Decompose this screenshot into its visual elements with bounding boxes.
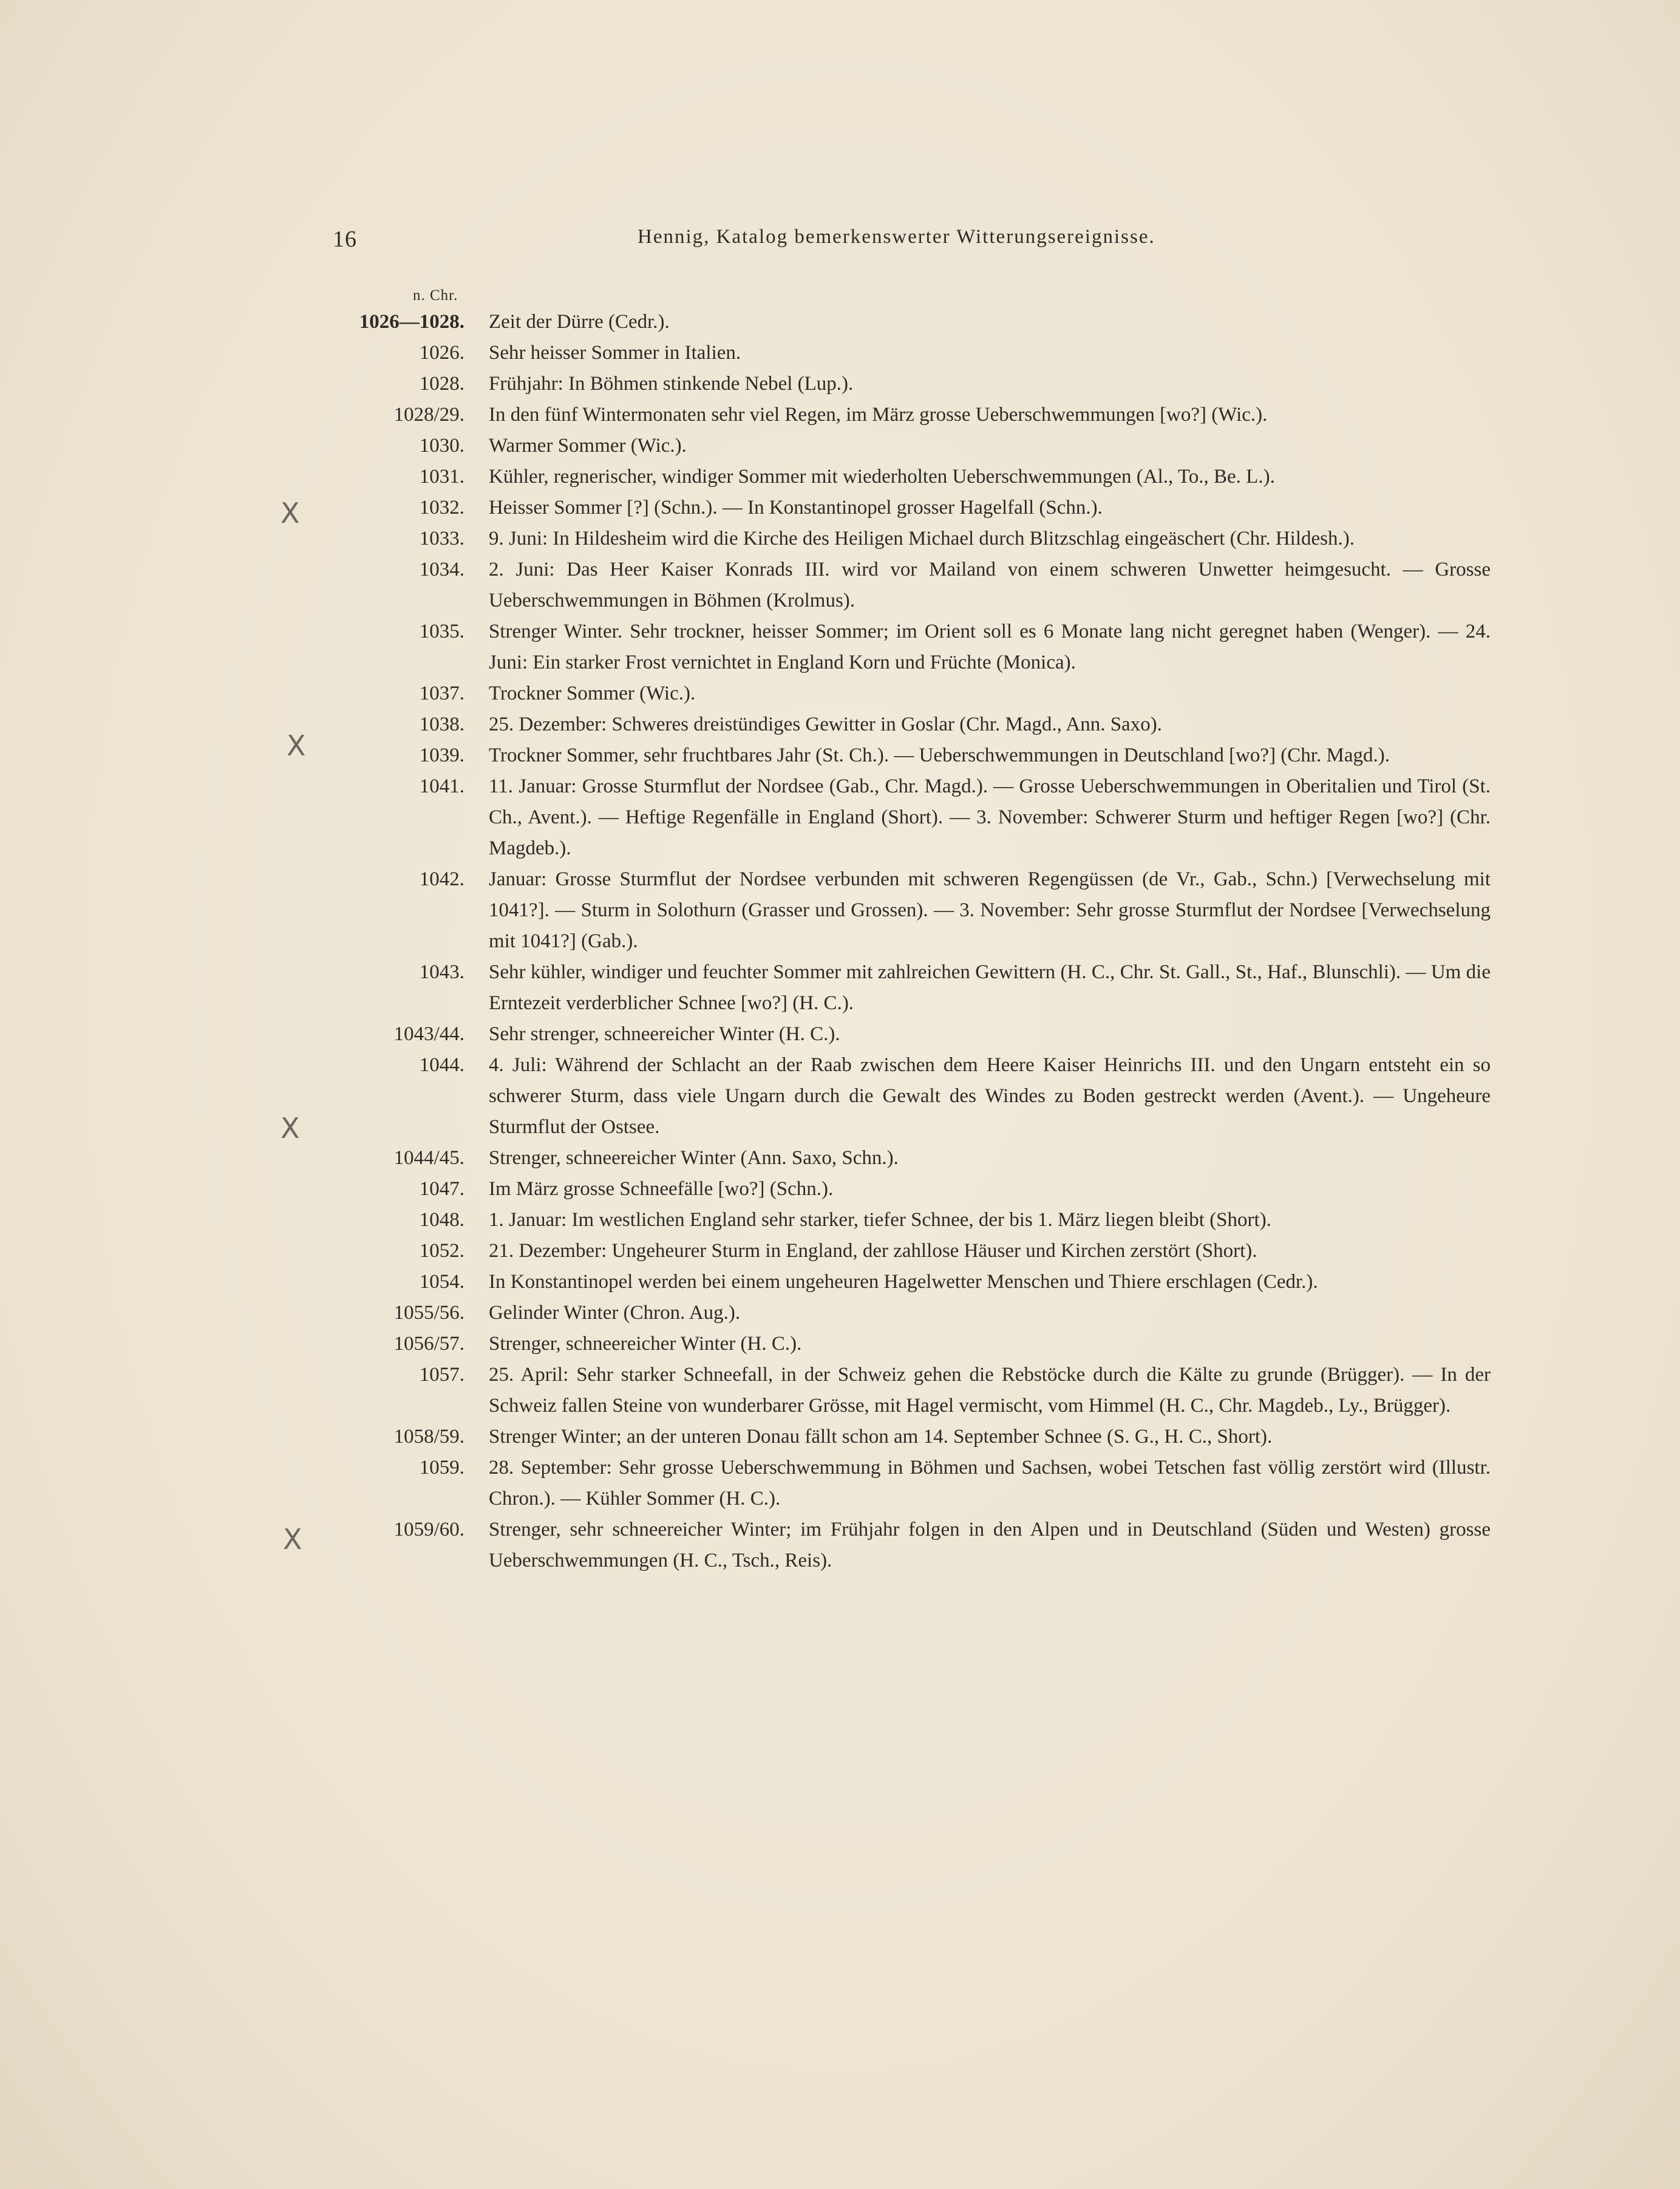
- entry-year: 1028.: [419, 373, 464, 395]
- list-item: [322, 864, 1491, 957]
- entry-text: Strenger Winter. Sehr trockner, heisser Sommer; im Orient soll es 6 Monate lang nicht geregnet haben (Wenger). — 24. Juni: Ein starker Frost vernichtet in England Korn und Früchte (Monica).: [489, 621, 1491, 673]
- entry-text: 9. Juni: In Hildesheim wird die Kirche des Heiligen Michael durch Blitzschlag eingeäschert (Chr. Hildesh.).: [489, 528, 1355, 550]
- list-item: [322, 338, 1491, 369]
- entry-year: 1041.: [419, 775, 464, 797]
- list-item: [322, 431, 1491, 461]
- entry-text: Im März grosse Schneefälle [wo?] (Schn.).: [489, 1178, 834, 1200]
- list-item: [322, 1205, 1491, 1236]
- list-item: [322, 400, 1491, 431]
- list-item: [322, 523, 1491, 554]
- entry-text: Sehr strenger, schneereicher Winter (H. C.).: [489, 1023, 840, 1045]
- list-item: [322, 957, 1491, 1019]
- entry-text: 28. September: Sehr grosse Ueberschwemmung in Böhmen und Sachsen, wobei Tetschen fast völlig zerstört wird (Illustr. Chron.). — Kühler Sommer (H. C.).: [489, 1457, 1491, 1510]
- margin-cross-mark: X: [281, 497, 300, 529]
- entry-year: 1038.: [419, 713, 464, 735]
- entry-text: Sehr kühler, windiger und feuchter Sommer mit zahlreichen Gewittern (H. C., Chr. St. Gall., St., Haf., Blunschli). — Um die Erntezeit verderblicher Schnee [wo?] (H. C.).: [489, 961, 1491, 1014]
- entry-text: 11. Januar: Grosse Sturmflut der Nordsee (Gab., Chr. Magd.). — Grosse Ueberschwemmungen in Oberitalien und Tirol (St. Ch., Avent.). — Heftige Regenfälle in England (Short). — 3. November: Schwerer Sturm und heftiger Regen [wo?] (Chr. Magdeb.).: [489, 775, 1491, 859]
- entry-text: 2. Juni: Das Heer Kaiser Konrads III. wird vor Mailand von einem schweren Unwetter heimgesucht. — Grosse Ueberschwemmungen in Böhmen (Krolmus).: [489, 559, 1491, 611]
- entry-year: 1054.: [419, 1271, 464, 1293]
- entry-text: In Konstantinopel werden bei einem ungeheuren Hagelwetter Menschen und Thiere erschlagen (Cedr.).: [489, 1271, 1318, 1293]
- entry-year: 1043/44.: [393, 1023, 464, 1045]
- entry-text: Warmer Sommer (Wic.).: [489, 435, 687, 457]
- entry-year: 1044/45.: [393, 1147, 464, 1169]
- entry-year: 1059.: [419, 1457, 464, 1479]
- entry-year: 1028/29.: [393, 404, 464, 426]
- list-item: [322, 1421, 1491, 1452]
- margin-cross-mark: X: [281, 1112, 300, 1145]
- entry-year: 1026.: [419, 342, 464, 364]
- entry-text: 25. Dezember: Schweres dreistündiges Gewitter in Goslar (Chr. Magd., Ann. Saxo).: [489, 713, 1162, 735]
- entry-text: Strenger, sehr schneereicher Winter; im Frühjahr folgen in den Alpen und in Deutschland (Süden und Westen) grosse Ueberschwemmungen (H. C., Tsch., Reis).: [489, 1519, 1491, 1571]
- list-item: [322, 1174, 1491, 1205]
- list-item: [322, 1298, 1491, 1329]
- entry-year: 1035.: [419, 621, 464, 642]
- entry-year: 1031.: [419, 466, 464, 488]
- entry-text: 21. Dezember: Ungeheurer Sturm in England, der zahllose Häuser und Kirchen zerstört (Short).: [489, 1240, 1257, 1262]
- list-item: [322, 1514, 1491, 1576]
- entry-text: Kühler, regnerischer, windiger Sommer mit wiederholten Ueberschwemmungen (Al., To., Be. L.).: [489, 466, 1275, 488]
- entry-text: Januar: Grosse Sturmflut der Nordsee verbunden mit schweren Regengüssen (de Vr., Gab., Schn.) [Verwechselung mit 1041?]. — Sturm in Solothurn (Grasser und Grossen). — 3. November: Sehr grosse Sturmflut der Nordsee [Verwechselung mit 1041?] (Gab.).: [489, 868, 1491, 952]
- page-number: 16: [333, 226, 357, 252]
- margin-cross-mark: X: [283, 1523, 302, 1556]
- entry-text: Zeit der Dürre (Cedr.).: [489, 311, 670, 333]
- list-item: [322, 771, 1491, 864]
- list-item: [322, 1050, 1491, 1143]
- entry-text: 4. Juli: Während der Schlacht an der Raab zwischen dem Heere Kaiser Heinrichs III. und den Ungarn entsteht ein so schwerer Sturm, dass viele Ungarn durch die Gewalt des Windes zu Boden gestreckt werden (Avent.). — Ungeheure Sturmflut der Ostsee.: [489, 1054, 1491, 1138]
- entry-year: 1030.: [419, 435, 464, 457]
- entry-text: Frühjahr: In Böhmen stinkende Nebel (Lup.).: [489, 373, 854, 395]
- list-item: [322, 492, 1491, 523]
- list-item: [322, 1143, 1491, 1174]
- entry-year: 1039.: [419, 744, 464, 766]
- entry-year: 1059/60.: [393, 1519, 464, 1540]
- list-item: [322, 1019, 1491, 1050]
- entry-year: 1058/59.: [393, 1426, 464, 1448]
- entry-year: 1056/57.: [393, 1333, 464, 1355]
- list-item: [322, 1360, 1491, 1421]
- entry-text: Sehr heisser Sommer in Italien.: [489, 342, 741, 364]
- entry-year: 1055/56.: [393, 1302, 464, 1324]
- entry-year: 1026—1028.: [359, 311, 464, 333]
- entry-year: 1037.: [419, 683, 464, 704]
- entry-year: 1048.: [419, 1209, 464, 1231]
- entry-year: 1047.: [419, 1178, 464, 1200]
- era-label: n. Chr.: [413, 287, 458, 304]
- running-head: Hennig, Katalog bemerkenswerter Witterungsereignisse.: [638, 226, 1155, 248]
- entry-text: 25. April: Sehr starker Schneefall, in der Schweiz gehen die Rebstöcke durch die Kälte zu grunde (Brügger). — In der Schweiz fallen Steine von wunderbarer Grösse, mit Hagel vermischt, vom Himmel (H. C., Chr. Magdeb., Ly., Brügger).: [489, 1364, 1491, 1417]
- list-item: [322, 709, 1491, 740]
- entry-text: Strenger, schneereicher Winter (H. C.).: [489, 1333, 802, 1355]
- list-item: [322, 554, 1491, 616]
- list-item: [322, 616, 1491, 678]
- list-item: [322, 678, 1491, 709]
- entry-year: 1034.: [419, 559, 464, 580]
- entry-text: Strenger Winter; an der unteren Donau fällt schon am 14. September Schnee (S. G., H. C., Short).: [489, 1426, 1273, 1448]
- entry-year: 1033.: [419, 528, 464, 550]
- entry-text: Trockner Sommer, sehr fruchtbares Jahr (St. Ch.). — Ueberschwemmungen in Deutschland [wo?] (Chr. Magd.).: [489, 744, 1390, 766]
- list-item: [322, 1329, 1491, 1360]
- entry-text: 1. Januar: Im westlichen England sehr starker, tiefer Schnee, der bis 1. März liegen bleibt (Short).: [489, 1209, 1271, 1231]
- list-item: [322, 369, 1491, 400]
- list-item: [322, 1236, 1491, 1267]
- entry-year: 1032.: [419, 497, 464, 519]
- entry-list: [322, 307, 1491, 1576]
- entry-text: Trockner Sommer (Wic.).: [489, 683, 696, 704]
- list-item: [322, 461, 1491, 492]
- list-item: [322, 740, 1491, 771]
- list-item: [322, 1452, 1491, 1514]
- list-item: [322, 307, 1491, 338]
- entry-text: Gelinder Winter (Chron. Aug.).: [489, 1302, 741, 1324]
- entry-year: 1057.: [419, 1364, 464, 1386]
- list-item: [322, 1267, 1491, 1298]
- entry-year: 1052.: [419, 1240, 464, 1262]
- entry-text: Strenger, schneereicher Winter (Ann. Saxo, Schn.).: [489, 1147, 899, 1169]
- entry-text: Heisser Sommer [?] (Schn.). — In Konstantinopel grosser Hagelfall (Schn.).: [489, 497, 1103, 519]
- margin-cross-mark: X: [287, 729, 306, 762]
- entry-year: 1044.: [419, 1054, 464, 1076]
- entry-text: In den fünf Wintermonaten sehr viel Regen, im März grosse Ueberschwemmungen [wo?] (Wic.).: [489, 404, 1268, 426]
- entry-year: 1042.: [419, 868, 464, 890]
- entry-year: 1043.: [419, 961, 464, 983]
